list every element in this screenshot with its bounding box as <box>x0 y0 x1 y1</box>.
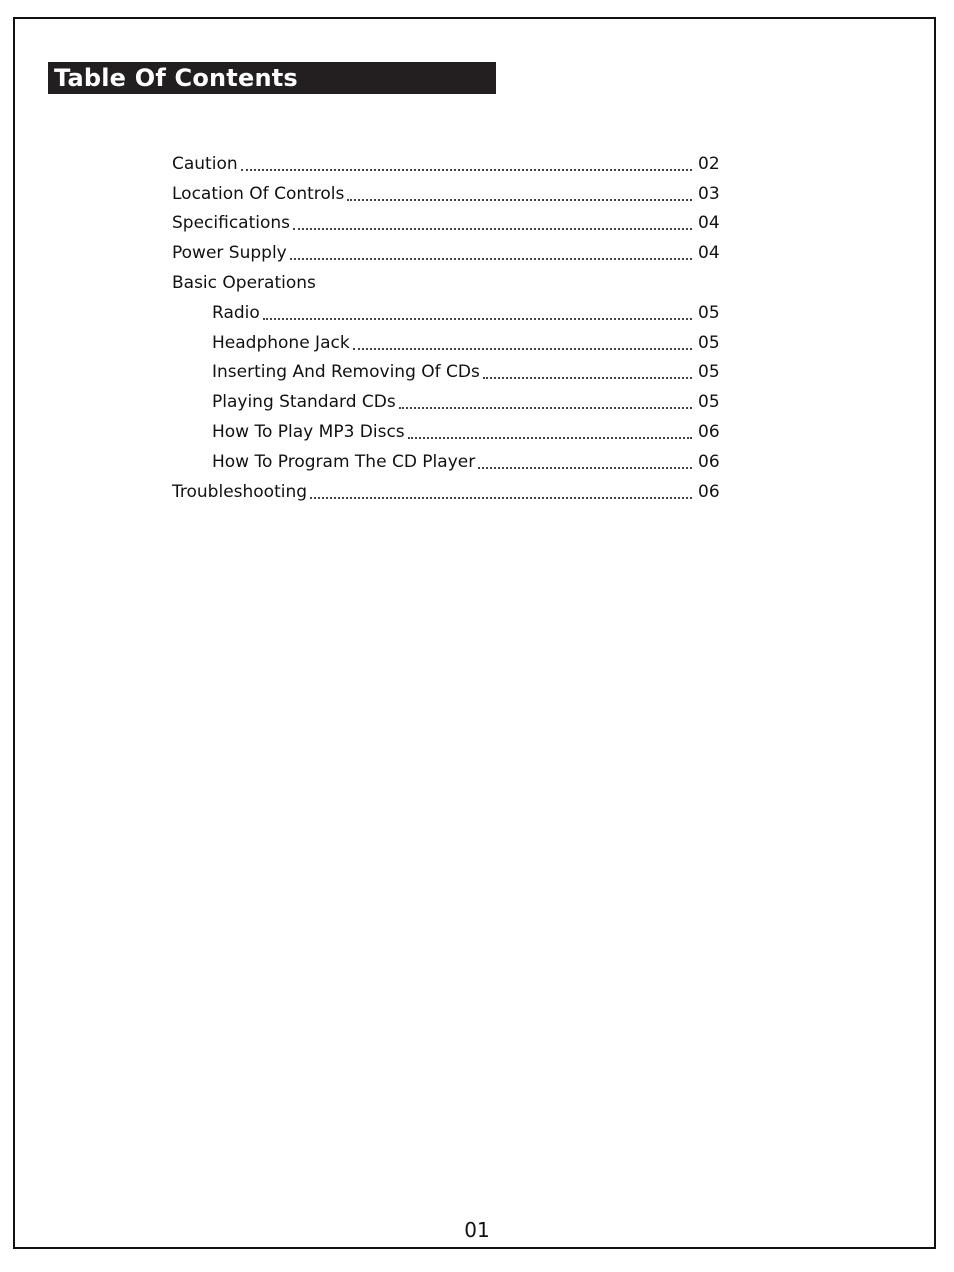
toc-entry-play-mp3-discs[interactable] <box>172 417 718 447</box>
toc-entry-label: Radio <box>212 303 263 323</box>
dot-leader <box>293 227 692 230</box>
dot-leader <box>478 466 692 469</box>
dot-leader <box>347 198 692 201</box>
toc-entry-specifications[interactable] <box>172 209 718 239</box>
toc-entry-label: Troubleshooting <box>172 482 310 502</box>
toc-entry-page: 04 <box>698 213 720 234</box>
toc-entry-program-cd-player[interactable] <box>172 447 718 477</box>
toc-entry-label: Headphone Jack <box>212 333 353 353</box>
toc-entry-label: Caution <box>172 154 241 174</box>
toc-entry-label: Location Of Controls <box>172 184 347 204</box>
toc-entry-page: 05 <box>698 332 720 353</box>
toc-entry-caution[interactable] <box>172 149 718 179</box>
toc-entry-page: 02 <box>698 153 720 174</box>
toc-entry-label: Playing Standard CDs <box>212 392 399 412</box>
dot-leader <box>263 317 692 320</box>
toc-entry-radio[interactable] <box>172 298 718 328</box>
toc-entry-page: 05 <box>698 302 720 323</box>
dot-leader <box>290 257 692 260</box>
toc-entry-page: 04 <box>698 243 720 264</box>
toc-entry-label: How To Play MP3 Discs <box>212 422 408 442</box>
dot-leader <box>399 406 692 409</box>
toc-entry-label: How To Program The CD Player <box>212 452 478 472</box>
dot-leader <box>483 376 692 379</box>
dot-leader <box>408 436 692 439</box>
toc-entry-label: Specifications <box>172 213 293 233</box>
page-number: 01 <box>464 1218 490 1242</box>
toc-list <box>172 149 718 507</box>
page-title: Table Of Contents <box>48 62 496 94</box>
toc-entry-label: Inserting And Removing Of CDs <box>212 362 483 382</box>
dot-leader <box>241 168 692 171</box>
toc-entry-page: 05 <box>698 362 720 383</box>
toc-entry-page: 03 <box>698 183 720 204</box>
toc-entry-headphone-jack[interactable] <box>172 328 718 358</box>
toc-entry-power-supply[interactable] <box>172 238 718 268</box>
toc-entry-location-of-controls[interactable] <box>172 179 718 209</box>
toc-entry-page: 06 <box>698 422 720 443</box>
toc-section-basic-operations[interactable] <box>172 268 718 298</box>
dot-leader <box>310 496 692 499</box>
toc-entry-playing-standard-cds[interactable] <box>172 387 718 417</box>
toc-entry-troubleshooting[interactable] <box>172 477 718 507</box>
toc-entry-inserting-removing-cds[interactable] <box>172 358 718 388</box>
dot-leader <box>353 347 692 350</box>
toc-entry-page: 06 <box>698 481 720 502</box>
toc-entry-label: Power Supply <box>172 243 290 263</box>
toc-entry-page: 05 <box>698 392 720 413</box>
toc-section-label: Basic Operations <box>172 273 319 293</box>
toc-entry-page: 06 <box>698 451 720 472</box>
